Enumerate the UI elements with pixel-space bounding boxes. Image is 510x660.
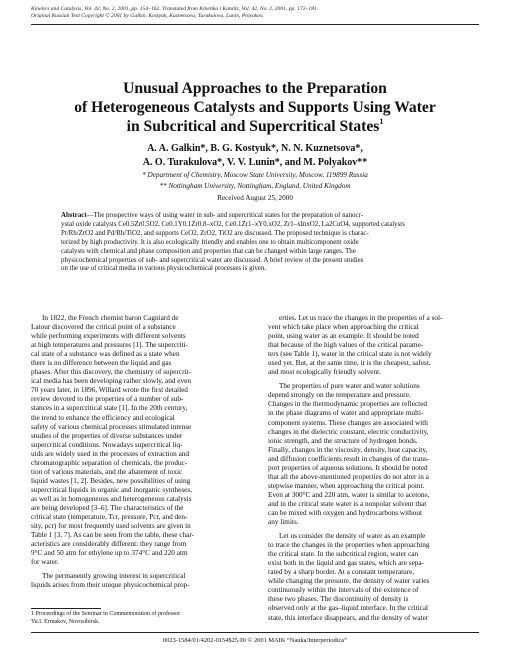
abstract-line: on the use of critical media in various physicochemical processes is given.: [61, 265, 267, 273]
body-text-line: for water.: [31, 558, 59, 567]
body-text-line: changes in the dielectric constant, electric conductivity,: [268, 427, 429, 436]
body-text-line: state, this interface disappears, and the density of water: [268, 613, 429, 622]
abstract-line: Abstract—The prospective ways of using water in sub- and supercritical states for the preparation of nanocr-: [61, 212, 364, 219]
body-text-line: ical media has been developing rather slowly, and even: [31, 377, 191, 386]
body-text-line: stances in a supercritical state [1]. In the 20th century,: [31, 404, 188, 413]
body-text-line: are being developed [3–6]. The characteristics of the: [31, 503, 184, 512]
abstract: [61, 212, 449, 274]
title-footnote-mark: 1: [379, 117, 384, 126]
body-text-line: can be mixed with oxygen and hydrocarbons without: [268, 508, 423, 517]
body-text-line: point, using water as an example. It should be noted: [268, 332, 419, 341]
abstract-label: Abstract: [61, 212, 87, 219]
right-column: [268, 314, 481, 623]
body-text-line: ionic strength, and the structure of hydrogen bonds.: [268, 436, 418, 445]
abstract-line: catalysts with chemical and phase composition and properties that can be changed within large ranges. The: [61, 247, 356, 255]
body-text-line: component systems. These changes are associated with: [268, 418, 428, 427]
body-text-line: while performing experiments with different solvents: [31, 332, 186, 341]
abstract-line: Pt/Rh/ZrO2 and Pd/Rh/TiO2, and supports CeO2, ZrO2, TiO2 are discussed. The proposed technique is charac-: [61, 229, 369, 237]
body-text-line: continuously within the intervals of the existence of: [268, 586, 419, 595]
affiliation-nottingham: ** Nottingham University, Nottingham, England, United Kingdom: [159, 182, 351, 190]
left-column: [31, 314, 244, 590]
body-text-line: ters (see Table 1), water in the critical state is not widely: [268, 350, 432, 359]
article-title: [31, 79, 479, 136]
body-text-line: supercritical liquids in organic and inorganic syntheses,: [31, 485, 193, 494]
body-text-line: Changes in the thermodynamic properties are reflected: [268, 400, 428, 409]
title-line-2: of Heterogeneous Catalysts and Supports Using Water: [74, 99, 436, 116]
body-text-line: that all the above-mentioned properties do not alter in a: [268, 472, 429, 481]
journal-citation: Kinetics and Catalysis, Vol. 42, No. 2, 2001, pp. 154–162. Translated from Kinetika i Kataliz, Vol. 42, No. 2, 2001, pp. 172–181.: [31, 6, 319, 12]
original-copyright: Original Russian Text Copyright © 2001 by Galkin, Kostyuk, Kuznetsova, Turakulova, Lunin, Polyakov.: [31, 13, 264, 20]
title-line-1: Unusual Approaches to the Preparation: [123, 80, 387, 97]
body-text-line: exist both in the liquid and gas states, which are sepa-: [268, 559, 425, 568]
body-text-line: critical state (temperature, Tcr, pressure, Pcr, and den-: [31, 513, 188, 522]
body-text-line: and most ecologically friendly solvent.: [268, 368, 381, 377]
body-text-line: and in the critical state water is a nonpolar solvent that: [268, 499, 427, 508]
affiliation-msu: * Department of Chemistry, Moscow State University, Moscow, 119899 Russia: [142, 171, 368, 179]
body-text-line: the trend to enhance the efficiency and ecological: [31, 413, 175, 422]
running-header: [31, 6, 481, 20]
footnote: [31, 611, 244, 626]
body-text-line: any limits.: [268, 518, 299, 527]
header-rule: [31, 24, 479, 25]
body-text-line: while changing the pressure, the density of water varies: [268, 577, 430, 586]
footnote-line-2: Yu.I. Ermakov, Novosibirsk.: [31, 618, 100, 625]
body-text-line: Even at 300°C and 220 atm, water is similar to acetone,: [268, 490, 430, 499]
abstract-line: physicochemical properties of sub- and supercritical water are discussed. A brief review of the present studies: [61, 256, 364, 264]
body-text-line: rated by a sharp border. At a constant temperature,: [268, 568, 415, 577]
body-text-line: used yet. But, at the same time, it is the cheapest, safest,: [268, 359, 431, 368]
body-text-line: to trace the changes in the properties when approaching: [268, 541, 430, 550]
footer-copyright: 0023-1584/01/4202-0154$25.00 © 2001 MAIK “Nauka/Interperiodica”: [163, 637, 347, 644]
body-text-line: review devoted to the properties of a number of sub-: [31, 395, 184, 404]
body-text-line: vent which take place when approaching the critical: [268, 323, 419, 332]
body-text-line: studies of the properties of diverse substances under: [31, 431, 183, 440]
body-text-line: stepwise manner, when approaching the critical point.: [268, 481, 425, 490]
authors-line-1: A. A. Galkin*, B. G. Kostyuk*, N. N. Kuznetsova*,: [147, 143, 363, 154]
body-text-line: Finally, changes in the viscosity, density, heat capacity,: [268, 445, 428, 454]
body-text-line: Let us consider the density of water as an example: [279, 532, 426, 541]
body-text-line: these two phases. The discontinuity of density is: [268, 595, 409, 604]
body-text-line: that because of the high values of the critical parame-: [268, 341, 424, 350]
title-line-3: in Subcritical and Supercritical States: [126, 118, 380, 135]
body-text-line: observed only at the gas–liquid interface. In the critical: [268, 604, 429, 613]
abstract-line: terized by high productivity. It is also ecologically friendly and enables one to obtain multicomponent oxide: [61, 238, 359, 246]
body-text-line: The properties of pure water and water solutions: [279, 382, 420, 391]
body-text-line: as well as in homogeneous and heterogeneous catalysis: [31, 494, 192, 503]
body-text-line: 70 years later, in 1896, Willard wrote the first detailed: [31, 386, 188, 395]
body-text-line: erties. Let us trace the changes in the properties of a sol-: [279, 314, 443, 322]
body-text-line: liquid wastes [1, 2]. Besides, new possibilities of using: [31, 476, 191, 485]
received-date: Received August 25, 2000: [217, 194, 293, 202]
body-text-line: In 1822, the French chemist baron Cagniard de: [42, 314, 179, 322]
body-text-line: chromatographic separation of chemicals, the produc-: [31, 458, 188, 467]
authors-line-2: A. O. Turakulova*, V. V. Lunin*, and M. Polyakov**: [142, 156, 368, 168]
body-text-line: sity, ρcr) for most frequently used solvents are given in: [31, 522, 191, 531]
body-text-line: at high temperatures and pressures [1]. The supercriti-: [31, 341, 188, 350]
body-text-line: liquids arises from their unique physicochemical prop-: [31, 581, 190, 590]
footer-rule: [31, 632, 479, 633]
body-text-line: tion of various materials, and the abatement of toxic: [31, 467, 183, 476]
body-text-line: Latour discovered the critical point of a substance: [31, 323, 176, 332]
body-text-line: port properties of aqueous solutions. It should be noted: [268, 463, 428, 472]
abstract-line: ystal oxide catalysts Ce0.5Zr0.5O2, Ce0.1Y0.1Zr0.8–xO2, Ce0.1Zr1–xY0.xO2, Zr1–xInxO2, La2CuO4, supported catalysts: [61, 220, 405, 228]
author-list: [31, 142, 479, 169]
body-text-line: The permanently growing interest in supercritical: [42, 572, 186, 581]
body-text-line: phases. After this discovery, the chemistry of supercrit-: [31, 368, 191, 377]
body-text-line: and diffusion coefficients result in changes of the trans-: [268, 454, 430, 463]
body-text-line: Table 1 [3, 7]. As can be seen from the table, these char-: [31, 531, 195, 540]
body-text-line: supercritical conditions. Nowadays supercritical liq-: [31, 440, 183, 449]
body-text-line: depend strongly on the temperature and pressure.: [268, 391, 411, 400]
body-text-line: in the phase diagrams of water and appropriate multi-: [268, 409, 424, 418]
body-text-line: safety of various chemical processes stimulated intense: [31, 422, 192, 431]
body-text-line: cal state of a substance was defined as a state when: [31, 350, 180, 359]
body-text-line: uids are widely used in the processes of extraction and: [31, 449, 190, 458]
footnote-line-1: 1 Proceedings of the Seminar in Commemoration of professor: [31, 611, 181, 617]
body-text-line: acteristics are considerably different: they range from: [31, 540, 187, 549]
body-text-line: the critical state. In the subcritical region, water can: [268, 550, 419, 559]
body-text-line: there is no difference between the liquid and gas: [31, 359, 172, 368]
body-text-line: 9°C and 50 atm for ethylene up to 374°C and 220 atm: [31, 549, 188, 558]
footnote-rule: [31, 608, 101, 609]
